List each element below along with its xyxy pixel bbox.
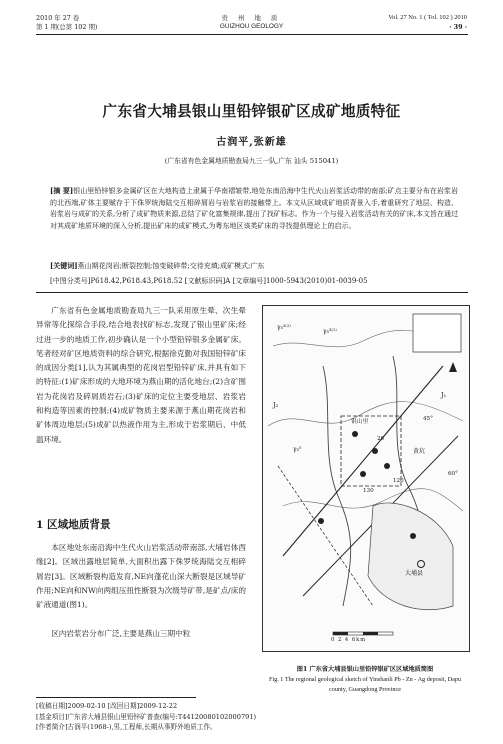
map-label: J₁: [441, 391, 447, 399]
keywords-label: [关键词]: [50, 261, 78, 270]
footnote-fund: [基金项目]广东省大埔县银山里铅锌矿普查(编号:T44120080102000791): [36, 712, 257, 721]
intro-paragraph: 广东省有色金属地质勘查局九三一队采用原生晕、次生晕异常等化探综合手段,结合地表找矿标志,发现了银山里矿床;经过进一步的地质工作,初步确认是一个小型铅锌银多金属矿床。笔者经对矿区地质资料的综合研究,根据徐克勤对我国铅锌矿床的成因分类[1],认为其属典型的花岗岩型铅锌矿床,并具有如下的特征:(1)矿床形成的大地环境为燕山期的活化地台;(2)含矿围岩为花岗岩及碎屑质岩石;(3)矿床的定位主要受地层、岩浆岩和构造等因素的控制;(4)成矿物质主要来源于燕山期花岗岩和矿体周边地层;(5)成矿以热液作用为主,形成于岩浆期后、中低温环境。: [36, 306, 246, 444]
caption-cn: 图1 广东省大埔县银山里铅锌银矿区区域地质简图: [296, 666, 434, 673]
map-label: γ₅³⁽¹⁾: [323, 328, 337, 335]
journal-name-cn: 贵 州 地 质: [221, 14, 282, 22]
journal-volume-en: Vol. 27 No. 1 ( Tol. 102 ) 2010: [388, 14, 467, 21]
mine-label: 银山里: [351, 419, 369, 425]
map-label: γ₅⁵: [293, 446, 302, 453]
abstract-rule: [36, 292, 468, 293]
dip-label: 45°: [423, 416, 433, 422]
journal-name-en: GUIZHOU GEOLOGY: [219, 23, 284, 30]
section1-paragraph: 本区地处东南沿海中生代火山岩浆活动带南部,大埔岩体西缘[2]。区域出露地层简单,大面积出露下侏罗统海陆交互相碎屑岩[3]。区域断裂构造发育,NE向蓬花山深大断裂是区域导矿作用;NE向和NW向两组压扭性断裂为次级导矿带,是矿点/床的矿液通道(图1)。: [36, 543, 246, 610]
article-affiliation: (广东省有色金属地质勘查局九三一队,广东 汕头 515041): [164, 157, 339, 165]
footnote-rule: [36, 697, 196, 698]
map-label: γ₅³⁽²⁾: [277, 324, 291, 331]
abstract-label: [摘 要]: [50, 186, 74, 195]
section1-paragraph-2: 区内岩浆岩分布广泛,主要是燕山三期中粒: [51, 629, 191, 638]
map-drawing: [263, 306, 469, 651]
dip-label: 60°: [448, 471, 458, 477]
town-label: 大埔县: [405, 570, 424, 577]
ore-number: 130: [363, 488, 374, 494]
article-authors: 古润平,张新雄: [216, 137, 287, 148]
footnote-dates: [收稿日期]2009-02-10 [改回日期]2009-12-22: [36, 702, 178, 710]
header-rule: [36, 34, 468, 35]
keywords-text: 燕山期花岗岩;断裂控制;蚀变破碎带;交待充填;成矿模式;广东: [77, 262, 265, 270]
section-heading: 1 区域地质背景: [36, 519, 111, 531]
figure-caption: [262, 665, 468, 695]
scale-label: 0 2 4 6km: [331, 637, 367, 643]
article-title: 广东省大埔县银山里铅锌银矿区成矿地质特征: [102, 103, 401, 120]
place-label: 黄坑: [413, 448, 426, 455]
abstract: [50, 185, 458, 232]
footnotes: [36, 701, 468, 733]
ore-number: 120: [393, 478, 404, 484]
journal-issue: 第 1 期(总第 102 期): [36, 23, 98, 31]
map-label: J₂: [273, 401, 279, 409]
keywords: [50, 261, 458, 271]
caption-en: Fig. 1 The regional geological sketch of Yinshanli Pb - Zn - Ag deposit, Dapu county, Guangdong Province: [268, 676, 462, 693]
ore-number: 26: [377, 436, 385, 442]
abstract-text: 银山里铅锌银多金属矿区在大地构造上隶属于华南褶皱带,地处东南沿海中生代火山岩浆活动带的南部;矿点主要分布在岩浆岩的北西端,矿体主要赋存于下侏罗统海陆交互相碎屑岩与岩浆岩的接触带上。本文从区域成矿地质背景入手,着重研究了地层、构造、岩浆岩与成矿的关系,分析了成矿物质来源,总结了矿化富集规律,提出了找矿标志。作为一个与侵入岩浆活动有关的矿床,本文旨在通过对其成矿地质环境的深入分析,提出矿床的成矿模式,为粤东地区该类矿床的寻找提供理论上的启示。: [50, 187, 458, 230]
classification-line: [中图分类号]P618.42,P618.43,P618.52 [文献标识码]A [文章编号]1000-5943(2010)01-0039-05: [50, 277, 368, 285]
journal-volume: 2010 年 27 卷: [36, 14, 80, 22]
footnote-author-bio: [作者简介]古润平(1968-),男,工程师,长期从事野外地质工作。: [36, 723, 217, 732]
page-number: · 39 ·: [449, 23, 467, 31]
regional-geology-map: [262, 305, 470, 652]
